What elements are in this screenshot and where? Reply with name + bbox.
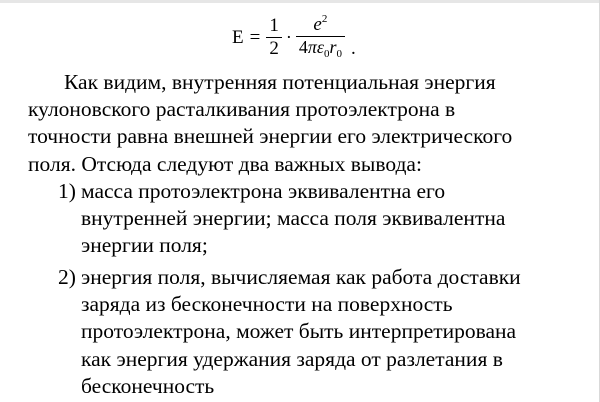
formula-lhs: E	[232, 26, 244, 48]
den-r: r	[329, 37, 337, 58]
list-line: бесконечность	[81, 373, 215, 398]
paragraph-line: кулоновского расталкивания протоэлектрона в	[28, 97, 456, 122]
list-line: внутренней энергии; масса поля эквивалентна	[81, 206, 506, 231]
list-marker: 1)	[58, 179, 76, 203]
den-pi: π	[307, 37, 317, 58]
list-marker: 2)	[58, 265, 76, 289]
list-item-text	[81, 264, 521, 400]
formula-coulomb-denominator	[296, 37, 345, 61]
formula-period: .	[350, 38, 356, 59]
list-line: заряда из бесконечности на поверхность	[81, 292, 453, 317]
paragraph-line: точности равна внешней энергии его электрического	[28, 124, 513, 149]
list-line: протоэлектрона, может быть интерпретирована	[81, 319, 517, 344]
paragraph-line: поля. Отсюда следуют два важных вывода:	[28, 151, 422, 176]
formula-half-denominator: 2	[269, 37, 279, 59]
formula-fraction-coulomb	[296, 13, 345, 60]
formula-equals: =	[249, 26, 261, 48]
den-four: 4	[298, 37, 308, 58]
formula-half-numerator: 1	[269, 14, 279, 36]
numerator-exponent: 2	[321, 13, 328, 26]
energy-formula	[232, 8, 356, 66]
list-line: энергия поля, вычисляемая как работа доставки	[81, 265, 521, 289]
formula-fraction-half	[266, 15, 282, 60]
page-top-edge	[0, 0, 600, 3]
paragraph-line: Как видим, внутренняя потенциальная энергия	[64, 70, 496, 94]
den-epsilon: ε	[316, 37, 324, 58]
list-line: как энергия удержания заряда от разлетания в	[81, 346, 503, 371]
den-r-subscript: 0	[336, 48, 342, 61]
list-item-text	[81, 178, 505, 260]
formula-dot: ·	[285, 27, 292, 47]
den-epsilon-subscript: 0	[323, 48, 330, 61]
list-line: энергии поля;	[81, 233, 208, 258]
numerator-e: e	[313, 14, 322, 36]
body-paragraph	[28, 69, 588, 178]
formula-coulomb-numerator	[310, 13, 330, 36]
list-line: масса протоэлектрона эквивалентна его	[81, 179, 446, 203]
